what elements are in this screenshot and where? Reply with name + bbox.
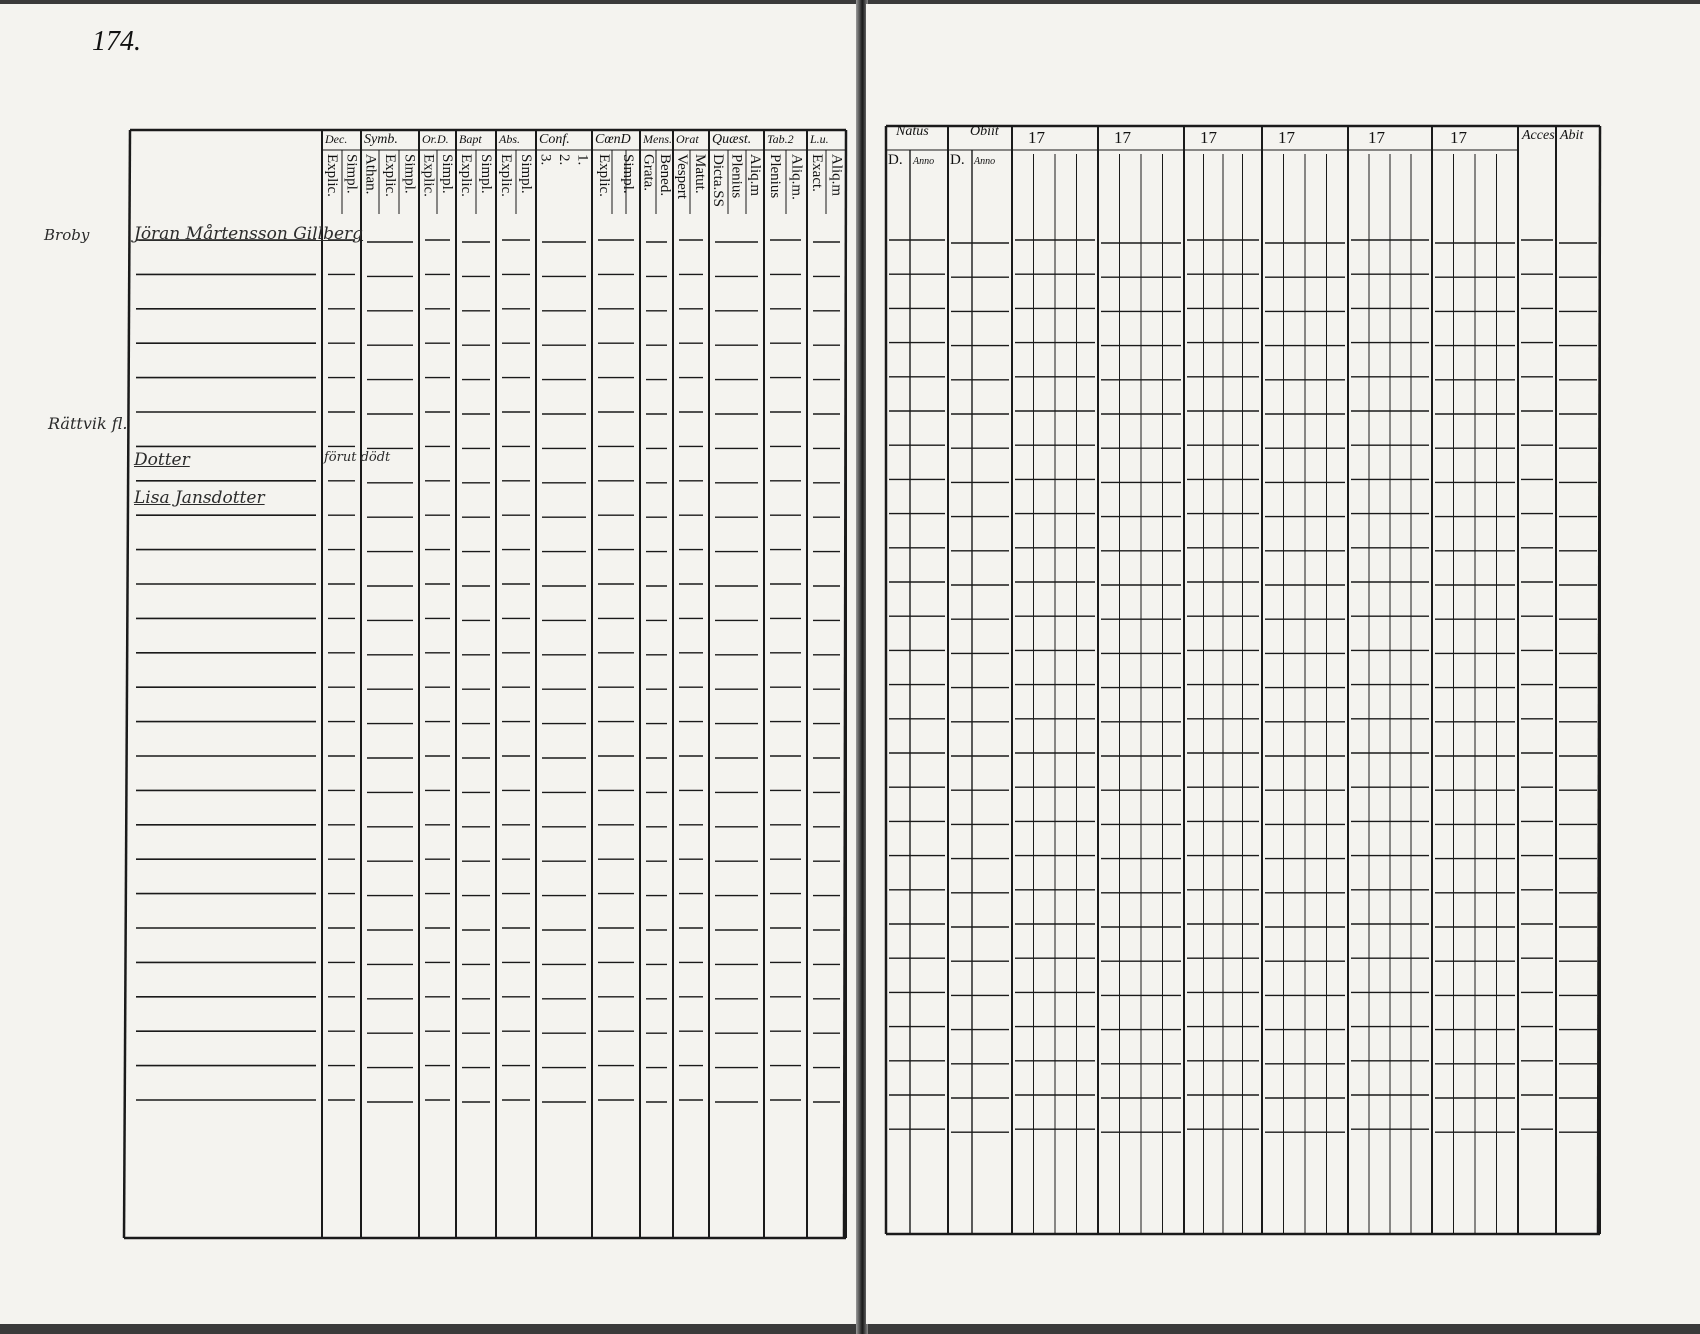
- natus-header: Natus: [896, 124, 929, 139]
- subcolumn-label: Simpl.: [401, 154, 418, 194]
- year-header-2: 17: [1114, 128, 1131, 147]
- subcolumn-label: Plenius: [766, 154, 783, 199]
- obiit-day-label: D.: [950, 152, 965, 168]
- right-page: [866, 4, 1700, 1324]
- year-header-3: 17: [1200, 128, 1217, 147]
- obiit-header: Obiit: [970, 124, 999, 139]
- year-header-4: 17: [1278, 128, 1295, 147]
- abiit-header: Abit: [1560, 128, 1584, 143]
- column-title: Abs.: [499, 132, 520, 146]
- subcolumn-label: Explic.: [323, 154, 340, 197]
- column-title: Conf.: [539, 132, 570, 147]
- accessit-header: Acces: [1522, 128, 1555, 143]
- subcolumn-label: Explic.: [458, 154, 474, 197]
- left-page: [0, 4, 858, 1324]
- year-header-5: 17: [1368, 128, 1385, 147]
- column-title: Quæst.: [712, 132, 752, 147]
- subcolumn-label: Matut.: [692, 154, 708, 194]
- subcolumn-label: 1.: [574, 154, 591, 166]
- obiit-anno-label: Anno: [974, 156, 996, 167]
- handwritten-name-entry: Jöran Mårtensson Gillberg: [134, 224, 364, 244]
- subcolumn-label: Simpl.: [438, 154, 455, 194]
- year-header-6: 17: [1450, 128, 1467, 147]
- handwritten-margin-note: Rättvik fl.: [48, 414, 128, 433]
- subcolumn-label: Bened.: [656, 154, 673, 197]
- subcolumn-label: Aliq.m.: [788, 154, 805, 200]
- subcolumn-label: Explic.: [596, 154, 612, 197]
- subcolumn-label: 3.: [537, 154, 554, 166]
- subcolumn-label: Vespert: [674, 154, 690, 199]
- column-title: Tab.2: [767, 132, 794, 146]
- column-title: Dec.: [325, 132, 348, 146]
- year-header-1: 17: [1028, 128, 1045, 147]
- subcolumn-label: Simpl.: [478, 154, 494, 194]
- subcolumn-label: Aliq.m: [828, 154, 845, 197]
- subcolumn-label: Exact.: [808, 154, 825, 192]
- subcolumn-label: Simpl.: [343, 154, 360, 194]
- left-outer-border: [124, 130, 130, 1238]
- column-title: Mens.: [643, 132, 672, 146]
- column-title: CœnD: [595, 132, 631, 147]
- left-register-grid: [0, 4, 858, 1324]
- subcolumn-label: Grata.: [640, 154, 657, 192]
- subcolumn-label: Simpl.: [518, 154, 534, 194]
- right-register-grid: [866, 4, 1700, 1324]
- subcolumn-label: 2.: [556, 154, 572, 166]
- page-number: 174.: [92, 26, 141, 57]
- handwritten-margin-village: Broby: [44, 226, 90, 244]
- subcolumn-label: Explic.: [498, 154, 514, 197]
- subcolumn-label: Explic.: [382, 154, 398, 197]
- column-title: Bapt: [459, 132, 482, 146]
- subcolumn-label: Plenius: [728, 154, 745, 199]
- column-title: Orat: [676, 132, 699, 146]
- natus-day-label: D.: [888, 152, 903, 168]
- handwritten-relation-entry: Dotter: [134, 450, 190, 470]
- subcolumn-label: Athan.: [362, 154, 379, 195]
- handwritten-second-name: Lisa Jansdotter: [134, 488, 265, 508]
- subcolumn-label: Explic.: [420, 154, 437, 197]
- handwritten-column-note: förut dödt: [324, 450, 391, 465]
- subcolumn-label: Simpl.: [620, 154, 636, 194]
- column-title: Or.D.: [422, 132, 449, 146]
- column-title: L.u.: [810, 132, 829, 146]
- natus-anno-label: Anno: [913, 156, 935, 167]
- subcolumn-label: Aliq.m: [746, 154, 763, 197]
- column-title: Symb.: [364, 132, 398, 147]
- subcolumn-label: Dicta.SS: [710, 154, 727, 207]
